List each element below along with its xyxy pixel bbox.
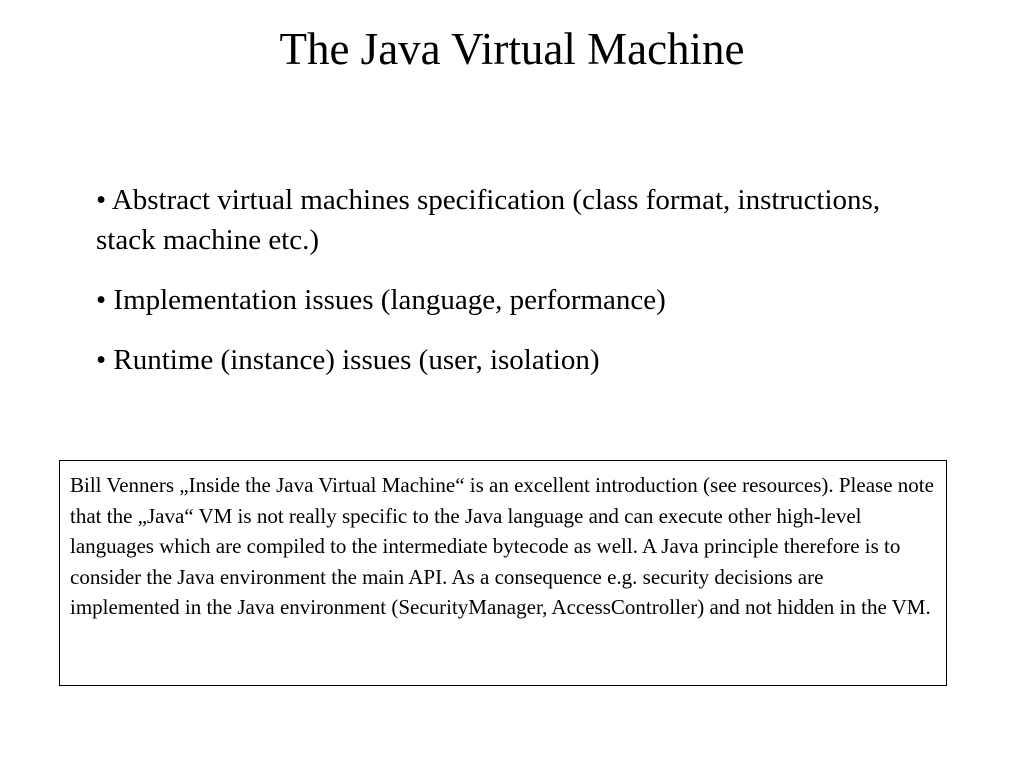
bullet-dot-icon: •	[96, 284, 107, 316]
bullet-text: Runtime (instance) issues (user, isolation)	[113, 344, 600, 376]
bullet-list	[96, 180, 896, 400]
slide-title: The Java Virtual Machine	[279, 24, 745, 74]
bullet-dot-icon: •	[96, 344, 107, 376]
bullet-item	[96, 280, 896, 320]
bullet-text: Implementation issues (language, performance)	[113, 284, 666, 316]
bullet-dot-icon: •	[96, 184, 107, 216]
note-box	[59, 460, 947, 686]
note-text: Bill Venners „Inside the Java Virtual Machine“ is an excellent introduction (see resources). Please note that the „Java“ VM is not really specific to the Java language and can execute other high-level languages which are compiled to the intermediate bytecode as well. A Java principle therefore is to consider the Java environment the main API. As a consequence e.g. security decisions are implemented in the Java environment (SecurityManager, AccessController) and not hidden in the VM.	[70, 473, 934, 619]
bullet-item	[96, 180, 896, 260]
bullet-text: Abstract virtual machines specification (class format, instructions, stack machine etc.)	[96, 184, 881, 256]
bullet-item	[96, 340, 896, 380]
